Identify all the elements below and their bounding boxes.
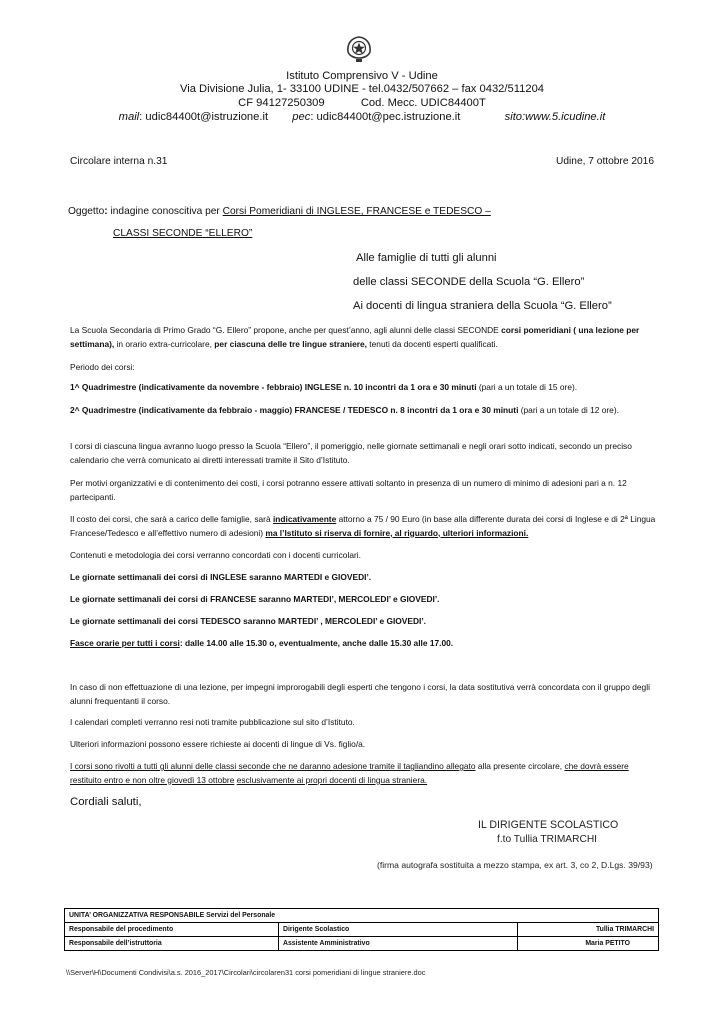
oggetto-classes-text: CLASSI SECONDE “ELLERO” — [113, 228, 253, 239]
adesione-text-c: alla presente circolare, — [475, 761, 565, 771]
site-link[interactable]: sito:www.5.icudine.it — [504, 111, 606, 123]
costo-text-c: attorno a 75 / 90 Euro (in base alla differente durata dei corsi di Inglese e di 2ª Lingua Francese/Tedesco e all’effettivo numero di adesioni) — [70, 514, 656, 538]
fasce-orarie — [70, 637, 658, 651]
giornate-tedesco: Le giornate settimanali dei corsi TEDESCO saranno MARTEDI’ , MERCOLEDI’ e GIOVEDI’. — [70, 616, 427, 626]
quadrimestre-2-rest: (pari a un totale di 12 ore). — [518, 405, 619, 415]
quadrimestre-2-bold: 2^ Quadrimestre (indicativamente da febbraio - maggio) FRANCESE / TEDESCO n. 8 incontri da 1 ora e 30 minuti — [70, 405, 519, 415]
signature-name: f.to Tullia TRIMARCHI — [497, 834, 598, 845]
circolare-date: Udine, 7 ottobre 2016 — [556, 156, 654, 167]
intro-paragraph — [70, 324, 658, 351]
oggetto-classes — [113, 228, 252, 239]
table-cell-person: Tullia TRIMARCHI — [518, 923, 659, 937]
signature-title: IL DIRIGENTE SCOLASTICO — [478, 819, 619, 831]
pec-value: : udic84400t@pec.istruzione.it — [310, 111, 461, 123]
table-cell-person: Maria PETITO — [518, 937, 659, 951]
adesione-text-d: che dovrà essere restituito entro e non oltre giovedì 13 ottobre — [70, 761, 629, 785]
italian-republic-emblem-icon — [345, 34, 373, 64]
fasce-orarie-text: : dalle 14.00 alle 15.30 o, eventualmente, anche dalle 15.30 alle 17.00. — [179, 638, 454, 648]
costo-text-d: ma l’Istituto si riserva di fornire, al riguardo, ulteriori informazioni. — [265, 527, 529, 538]
oggetto-intro: indagine conoscitiva per — [107, 206, 223, 217]
intro-text-e: tenuti da docenti esperti qualificati. — [366, 338, 498, 349]
intro-text-d: per ciascuna delle tre lingue straniere, — [214, 338, 367, 349]
oggetto-colon: : — [104, 206, 108, 217]
responsibility-table — [64, 908, 659, 951]
quadrimestre-2 — [70, 404, 658, 418]
school-contacts — [0, 111, 724, 124]
non-effettuazione-paragraph: In caso di non effettuazione di una lezione, per impegni improrogabili degli esperti che tengono i corsi, la data sostitutiva verrà concordata con il gruppo degli alunni frequentanti il corso. — [70, 682, 650, 706]
quadrimestre-1-bold: 1^ Quadrimestre (indicativamente da novembre - febbraio) INGLESE n. 10 incontri da 1 ora e 30 minuti — [70, 382, 477, 392]
school-mecc: Cod. Mecc. UDIC84400T — [360, 97, 486, 109]
sede-paragraph: I corsi di ciascuna lingua avranno luogo presso la Scuola “Ellero”, il pomeriggio, nelle giornate settimanali e negli orari sotto indicati, secondo un preciso calendario che verrà comunicato ai diretti interessati tramite il Sito d’Istituto. — [70, 441, 632, 465]
giornate-inglese: Le giornate settimanali dei corsi di INGLESE saranno MARTEDI e GIOVEDI’. — [70, 572, 372, 582]
quadrimestre-1-rest: (pari a un totale di 15 ore). — [476, 382, 578, 392]
intro-text-c: in orario extra-curricolare, — [114, 338, 215, 349]
oggetto-label: Oggetto — [68, 206, 105, 217]
signature-note: (firma autografa sostituita a mezzo stampa, ex art. 3, co 2, D.Lgs. 39/93) — [377, 860, 653, 870]
recipient-teachers: Ai docenti di lingua straniera della Scuola “G. Ellero” — [353, 300, 612, 312]
school-codes — [0, 97, 724, 110]
contenuti-paragraph: Contenuti e metodologia dei corsi verranno concordati con i docenti curricolari. — [70, 550, 361, 560]
table-row — [65, 923, 659, 937]
adesione-text-a: I corsi sono rivolti a tutti gli alunni delle classi seconde che ne daranno adesione tramite il tagliandino — [70, 761, 447, 771]
school-name: Istituto Comprensivo V - Udine — [286, 70, 438, 82]
school-cf: CF 94127250309 — [238, 97, 325, 109]
quadrimestre-1 — [70, 381, 658, 395]
costo-paragraph — [70, 513, 658, 540]
intro-text-a: La Scuola Secondaria di Primo Grado “G. Ellero” propone, anche per quest’anno, agli alunni delle classi SECONDE — [70, 325, 502, 335]
costo-text-a: Il costo dei corsi, che sarà a carico delle famiglie, sarà — [70, 514, 273, 524]
pec-label: pec — [292, 111, 311, 123]
oggetto-subject: Corsi Pomeridiani di INGLESE, FRANCESE e TEDESCO – — [222, 206, 491, 217]
giornate-francese: Le giornate settimanali dei corsi di FRANCESE saranno MARTEDI’, MERCOLEDI’ e GIOVEDI’. — [70, 594, 440, 604]
info-paragraph: Ulteriori informazioni possono essere richieste ai docenti di lingue di Vs. figlio/a. — [70, 739, 366, 749]
recipient-classes: delle classi SECONDE della Scuola “G. Ellero” — [353, 276, 585, 288]
circolare-number: Circolare interna n.31 — [70, 156, 168, 167]
file-path-footer: \\Server\H\Documenti Condivisi\a.s. 2016_2017\Circolari\circolaren31 corsi pomeridiani di lingue straniere.doc — [66, 968, 426, 977]
mail-value: : udic84400t@istruzione.it — [139, 111, 269, 123]
adesione-text-f: esclusivamente ai propri docenti di lingua straniera. — [236, 774, 428, 785]
table-cell-role: Responsabile del procedimento — [65, 923, 279, 937]
adesione-text-b: allegato — [446, 761, 476, 771]
minimo-paragraph: Per motivi organizzativi e di contenimento dei costi, i corsi potranno essere attivati soltanto in presenza di un numero di minimo di adesioni pari a n. 12 partecipanti. — [70, 478, 627, 502]
table-cell-position: Assistente Amministrativo — [279, 937, 518, 951]
table-row — [65, 909, 659, 923]
adesione-paragraph — [70, 760, 658, 787]
calendari-paragraph: I calendari completi verranno resi noti tramite pubblicazione sul sito d’Istituto. — [70, 717, 355, 727]
fasce-orarie-label: Fasce orarie per tutti i corsi — [70, 638, 180, 648]
periodo-heading: Periodo dei corsi: — [70, 362, 135, 372]
table-cell-role: Responsabile dell’istruttoria — [65, 937, 279, 951]
mail-label: mail — [118, 111, 140, 123]
oggetto-line — [68, 206, 491, 217]
cordiali-saluti: Cordiali saluti, — [70, 796, 142, 808]
recipient-families: Alle famiglie di tutti gli alunni — [356, 252, 497, 264]
table-header-cell: UNITA’ ORGANIZZATIVA RESPONSABILE Servizi del Personale — [65, 909, 659, 923]
school-address: Via Divisione Julia, 1- 33100 UDINE - tel.0432/507662 – fax 0432/511204 — [179, 83, 545, 95]
costo-text-b: indicativamente — [272, 514, 337, 524]
table-row — [65, 937, 659, 951]
intro-text-b: corsi pomeridiani ( una lezione per settimana), — [70, 325, 640, 349]
table-cell-position: Dirigente Scolastico — [279, 923, 518, 937]
